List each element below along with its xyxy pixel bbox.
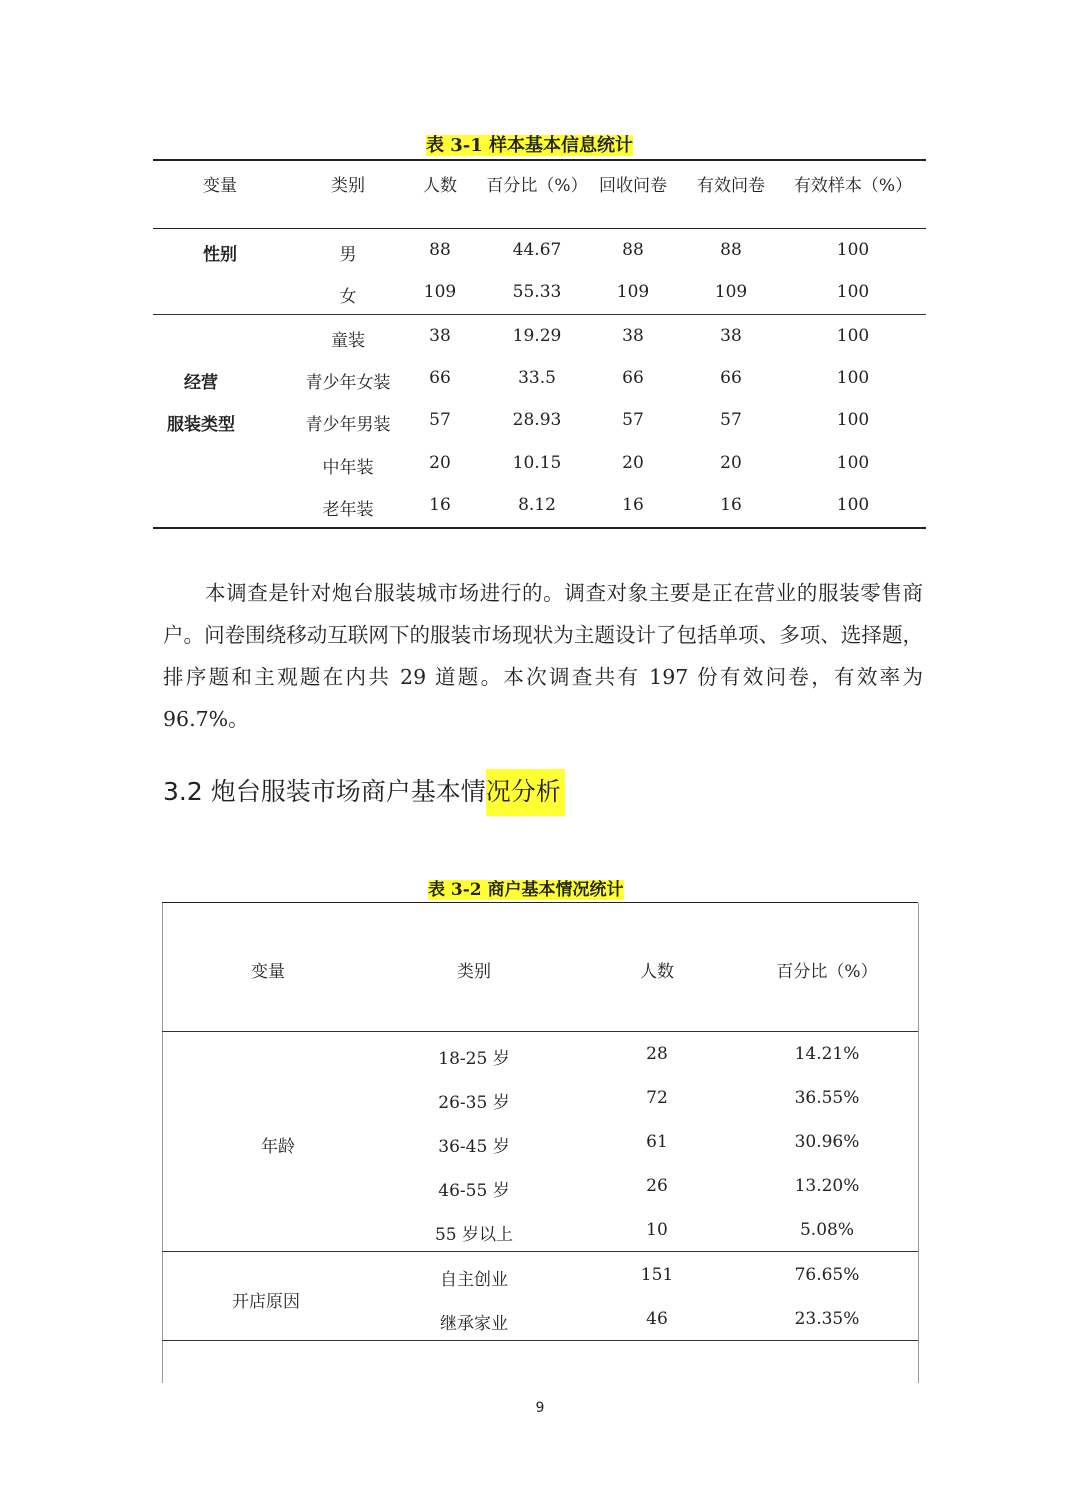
table-cell: 16 (429, 495, 451, 515)
page-number: 9 (535, 1400, 545, 1416)
table-cell: 100 (836, 368, 870, 388)
table1-variable-gender: 性别 (203, 245, 237, 265)
table-cell: 男 (339, 245, 357, 265)
table-cell: 14.21% (794, 1044, 860, 1064)
section-heading (163, 772, 565, 808)
table-cell: 10 (646, 1220, 668, 1240)
table-cell: 20 (720, 453, 742, 473)
table1-group-rule (153, 314, 926, 315)
table1-top-rule (153, 159, 926, 161)
table1-header: 回收问卷 (599, 176, 667, 196)
table-cell: 青少年女装 (305, 373, 391, 393)
table-cell: 100 (836, 495, 870, 515)
section-title: 炮台服装市场商户基本情 (210, 777, 486, 806)
table-cell: 66 (429, 368, 451, 388)
table1-header: 变量 (203, 176, 237, 196)
table-cell: 30.96% (794, 1132, 860, 1152)
table-cell: 72 (646, 1088, 668, 1108)
section-number: 3.2 (163, 777, 203, 806)
table-cell: 38 (429, 326, 451, 346)
table-cell: 青少年男装 (305, 415, 391, 435)
table-cell: 61 (646, 1132, 668, 1152)
table-cell: 109 (423, 282, 457, 302)
table-cell: 女 (339, 287, 357, 307)
table-cell: 28.93 (512, 410, 562, 430)
table1-variable-type-line2: 服装类型 (167, 415, 235, 435)
table-cell: 109 (714, 282, 748, 302)
table-cell: 8.12 (518, 495, 556, 515)
table-cell: 57 (720, 410, 742, 430)
table-cell: 33.5 (518, 368, 556, 388)
table2-header: 人数 (640, 962, 674, 982)
table1-variable-type-line1: 经营 (184, 373, 218, 393)
table-cell: 88 (622, 240, 644, 260)
table-cell: 57 (429, 410, 451, 430)
table-cell: 28 (646, 1044, 668, 1064)
table1-header: 类别 (331, 176, 365, 196)
table-cell: 自主创业 (440, 1270, 508, 1290)
table2-variable-reason: 开店原因 (232, 1292, 300, 1312)
table-cell: 36-45 岁 (438, 1137, 510, 1157)
table-cell: 老年装 (322, 500, 374, 520)
table-cell: 66 (622, 368, 644, 388)
table1-header: 有效问卷 (697, 176, 765, 196)
table-cell: 16 (720, 495, 742, 515)
table1-header: 百分比（%） (486, 176, 588, 196)
table-cell: 88 (720, 240, 742, 260)
table-cell: 100 (836, 410, 870, 430)
table2-header: 变量 (251, 962, 285, 982)
table-cell: 36.55% (794, 1088, 860, 1108)
table-cell: 100 (836, 453, 870, 473)
table-cell: 55 岁以上 (434, 1225, 514, 1245)
table1-header: 人数 (423, 176, 457, 196)
table-cell: 继承家业 (440, 1314, 508, 1334)
table-cell: 55.33 (512, 282, 562, 302)
table1-caption: 表 3-1 样本基本信息统计 (426, 135, 634, 156)
table-cell: 26 (646, 1176, 668, 1196)
table2-header: 类别 (457, 962, 491, 982)
table2-top-rule (162, 902, 918, 903)
body-paragraph: 本调查是针对炮台服装城市场进行的。调查对象主要是正在营业的服装零售商户。问卷围绕移动互联网下的服装市场现状为主题设计了包括单项、多项、选择题，排序题和主观题在内共 29 道题。本次调查共有 197 份有效问卷，有效率为 96.7%。 (163, 581, 923, 731)
table2-bottom-rule (162, 1340, 918, 1341)
table-cell: 16 (622, 495, 644, 515)
table-cell: 中年装 (322, 458, 374, 478)
table1-header-rule (153, 228, 926, 229)
table1-header: 有效样本（%） (793, 176, 913, 196)
table-cell: 57 (622, 410, 644, 430)
table-cell: 76.65% (794, 1265, 860, 1285)
table-cell: 38 (622, 326, 644, 346)
table-cell: 23.35% (794, 1309, 860, 1329)
table-cell: 童装 (331, 331, 365, 351)
table2-header-rule (162, 1031, 918, 1032)
table-cell: 44.67 (512, 240, 562, 260)
table2-header: 百分比（%） (776, 962, 878, 982)
table-cell: 109 (616, 282, 650, 302)
table-cell: 10.15 (512, 453, 562, 473)
table2-caption: 表 3-2 商户基本情况统计 (428, 880, 624, 900)
table-cell: 46 (646, 1309, 668, 1329)
table-cell: 20 (429, 453, 451, 473)
table-cell: 26-35 岁 (438, 1093, 510, 1113)
table-cell: 19.29 (512, 326, 562, 346)
table-cell: 5.08% (799, 1220, 854, 1240)
table-cell: 100 (836, 282, 870, 302)
table-cell: 66 (720, 368, 742, 388)
table2-group-rule (162, 1251, 918, 1252)
table-cell: 46-55 岁 (438, 1181, 510, 1201)
table2-variable-age: 年龄 (261, 1137, 295, 1157)
section-title-highlight: 况分析 (486, 769, 565, 816)
table-cell: 100 (836, 240, 870, 260)
table-cell: 88 (429, 240, 451, 260)
table-cell: 100 (836, 326, 870, 346)
table-cell: 38 (720, 326, 742, 346)
table-cell: 20 (622, 453, 644, 473)
table-cell: 151 (640, 1265, 674, 1285)
table1-bottom-rule (153, 527, 926, 529)
table-cell: 18-25 岁 (438, 1049, 510, 1069)
table-cell: 13.20% (794, 1176, 860, 1196)
